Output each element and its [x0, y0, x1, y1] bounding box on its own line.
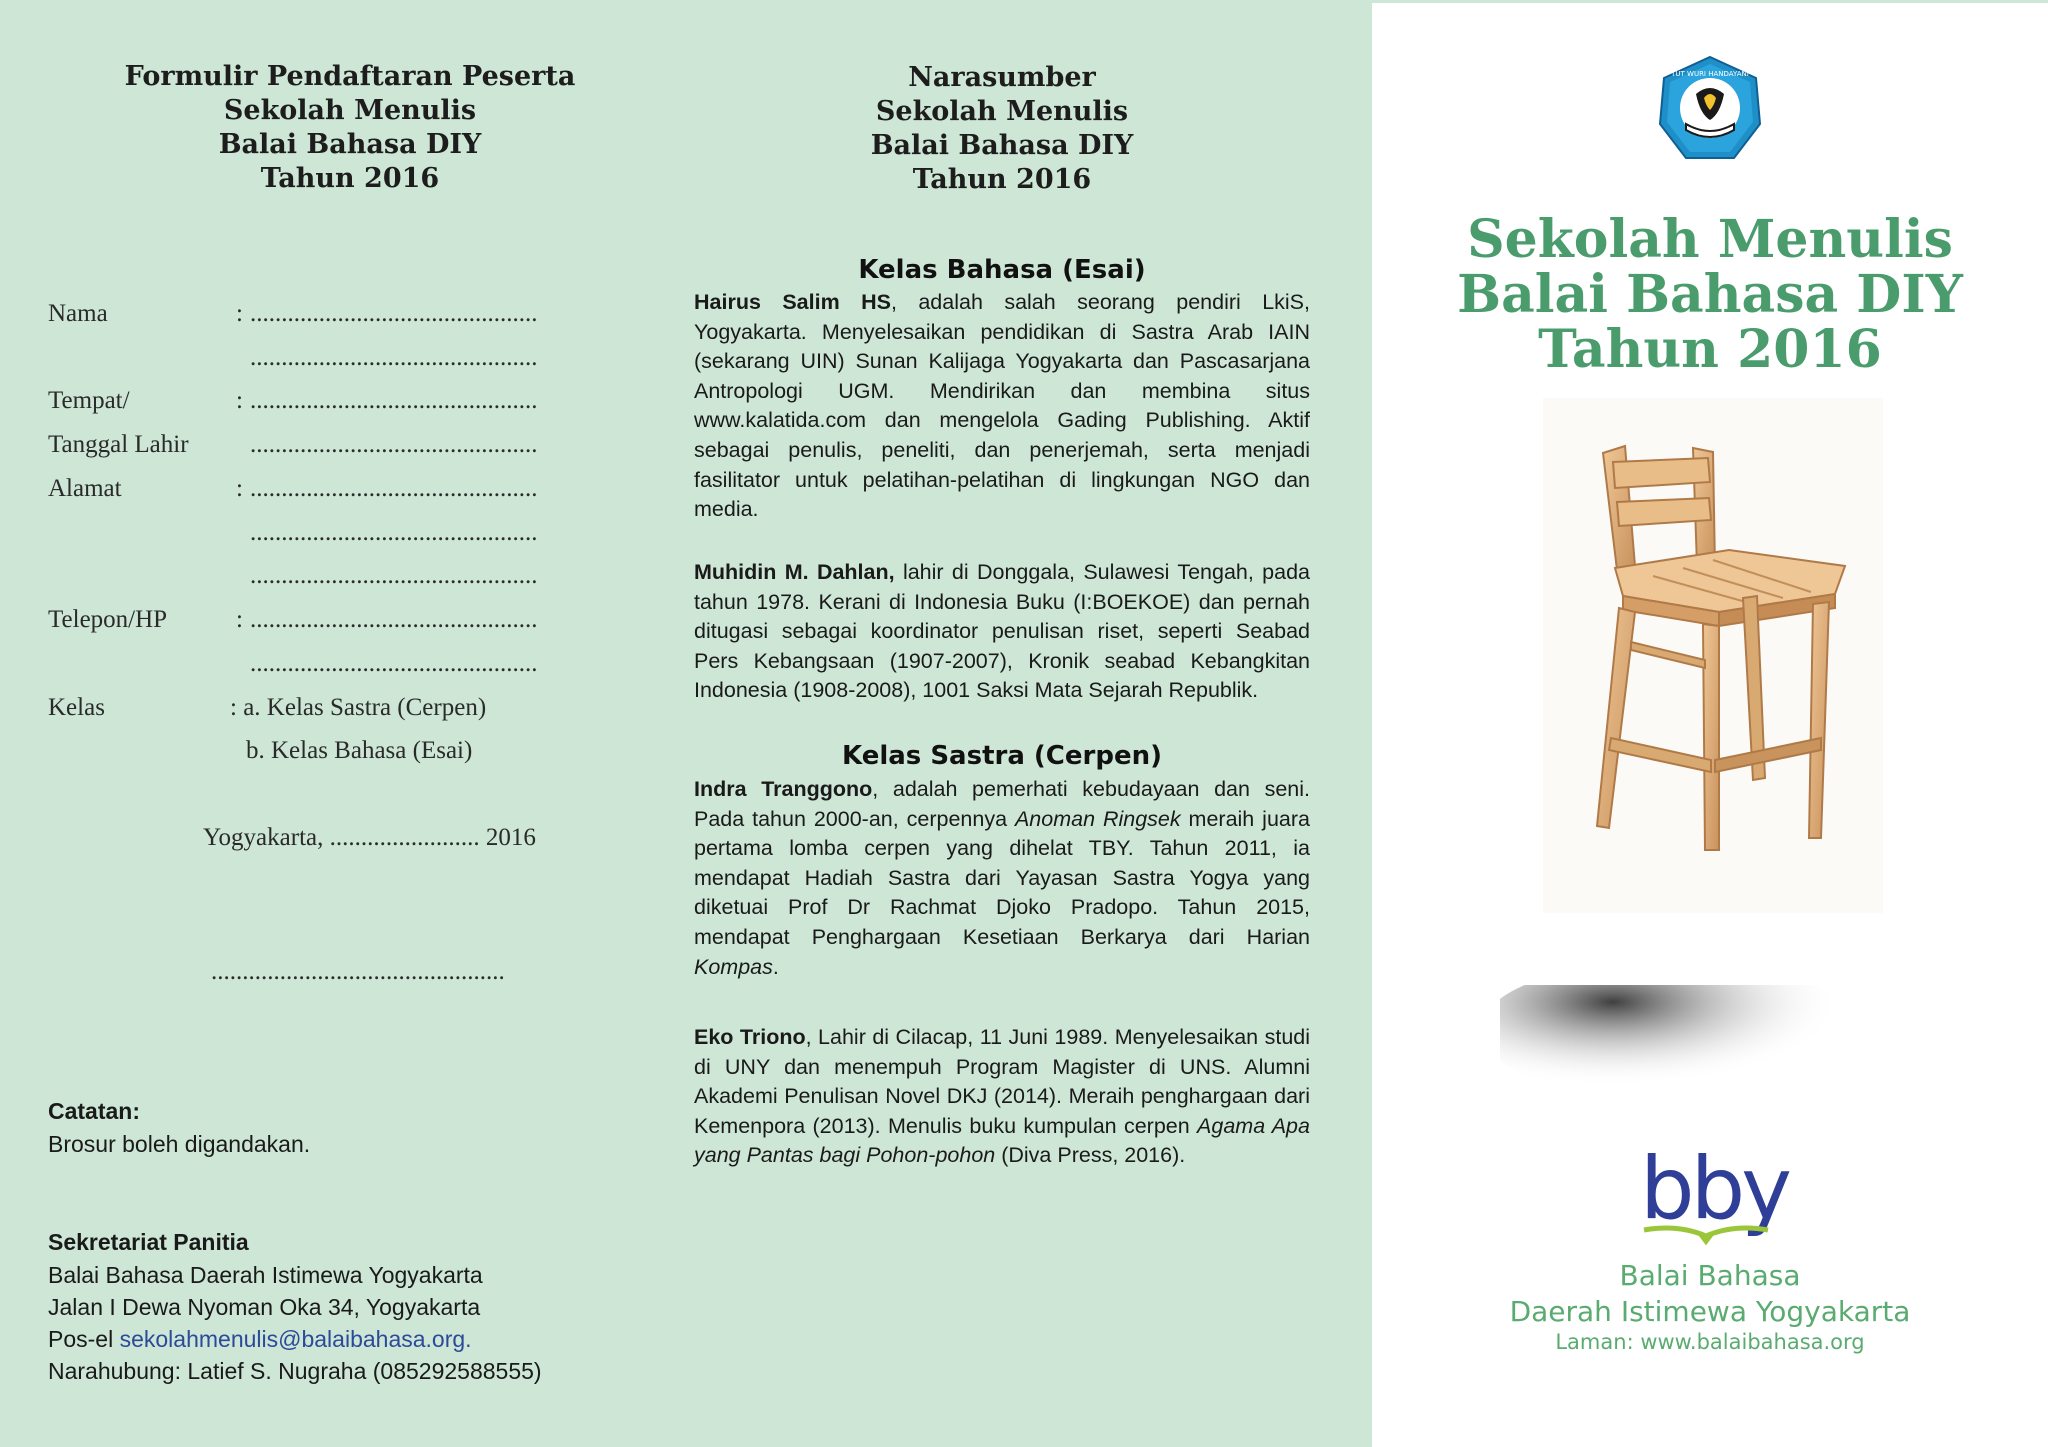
email-link[interactable]: sekolahmenulis@balaibahasa.org. — [119, 1326, 472, 1352]
cover-title-line-3: Tahun 2016 — [1538, 319, 1882, 380]
tempat-input-line[interactable]: .............................................. — [250, 387, 538, 414]
bio-eko — [694, 1023, 1310, 1171]
bio-indra — [694, 775, 1310, 982]
colon-tempat: : — [236, 387, 243, 414]
telepon-input-line-1[interactable]: .............................................. — [250, 606, 538, 633]
indra-name: Indra Tranggono — [694, 777, 873, 801]
eko-text-2: (Diva Press, 2016). — [995, 1143, 1186, 1168]
field-label-alamat: Alamat — [48, 475, 122, 502]
sekretariat-label: Sekretariat Panitia — [48, 1229, 249, 1255]
telepon-input-line-2[interactable]: .............................................. — [250, 650, 538, 677]
cover-title — [1372, 209, 2048, 380]
alamat-input-line-2[interactable]: .............................................. — [250, 519, 538, 546]
muhidin-text: lahir di Donggala, Sulawesi Tengah, pada tahun 1978. Kerani di Indonesia Buku (I:BOEKOE) dan pernah ditugasi sebagai koordinator penulisan riset, seperti Seabad Pers Kebangsaan (1907-2007), Kronik seabad Kebangkitan Indonesia (1908-2008), 1001 Saksi Mata Sejarah Republik. — [694, 560, 1311, 703]
sekretariat-line-2: Jalan I Dewa Nyoman Oka 34, Yogyakarta — [48, 1294, 481, 1320]
colon-alamat: : — [236, 475, 243, 502]
org-line-1: Balai Bahasa — [1619, 1259, 1801, 1292]
esai-heading: Kelas Bahasa (Esai) — [858, 255, 1146, 285]
field-label-tempat: Tempat/ — [48, 387, 130, 414]
org-line-2: Daerah Istimewa Yogyakarta — [1509, 1295, 1911, 1328]
website-link[interactable]: Laman: www.balaibahasa.org — [1555, 1330, 1865, 1354]
bby-logo — [1638, 1150, 1798, 1250]
cover-title-line-1: Sekolah Menulis — [1467, 209, 1953, 270]
field-label-kelas: Kelas — [48, 694, 105, 721]
speakers-title-line-2: Sekolah Menulis — [875, 96, 1129, 127]
form-title-line-4: Tahun 2016 — [260, 163, 440, 194]
field-label-nama: Nama — [48, 300, 108, 327]
hairus-text: , adalah salah seorang pendiri LkiS, Yogyakarta. Menyelesaikan pendidikan di Sastra Arab IAIN (sekarang UIN) Sunan Kalijaga Yogyakarta dan Pascasarjana Antropologi UGM. Mendirikan dan membina situs www.kalatida.com dan mengelola Gading Publishing. Aktif sebagai penulis, peneliti, dan penerjemah, serta menjadi fasilitator untuk pelatihan-pelatihan di lingkungan NGO dan media. — [694, 290, 1310, 522]
form-title-line-2: Sekolah Menulis — [223, 95, 477, 126]
chair-shadow — [1500, 985, 1910, 1125]
colon-nama: : — [236, 300, 243, 327]
kelas-option-sastra[interactable]: : a. Kelas Sastra (Cerpen) — [230, 694, 487, 721]
bby-logo-text: bby — [1640, 1150, 1789, 1239]
eko-italic: Agama Apa yang Pantas bagi Pohon-pohon — [694, 1113, 1310, 1168]
speakers-title — [702, 61, 1302, 197]
place-date: Yogyakarta, ........................ 2016 — [203, 824, 536, 851]
indra-italic-2: Kompas — [694, 954, 773, 979]
eko-text-1: , Lahir di Cilacap, 11 Juni 1989. Menyelesaikan studi di UNY dan menempuh Program Magister di UNS. Alumni Akademi Penulisan Novel DKJ (2014). Meraih penghargaan dari Kemenpora (2013). Menulis buku kumpulan cerpen — [694, 1025, 1311, 1138]
speakers-title-line-1: Narasumber — [908, 62, 1096, 93]
catatan-text: Brosur boleh digandakan. — [48, 1131, 311, 1157]
alamat-input-line-1[interactable]: .............................................. — [250, 475, 538, 502]
sekretariat-email-row — [48, 1323, 472, 1355]
speakers-title-line-4: Tahun 2016 — [912, 164, 1092, 195]
eko-name: Eko Triono — [694, 1025, 806, 1049]
colon-telepon: : — [236, 606, 243, 633]
cerpen-heading: Kelas Sastra (Cerpen) — [842, 741, 1162, 771]
muhidin-name: Muhidin M. Dahlan, — [694, 560, 895, 584]
bio-hairus — [694, 288, 1310, 525]
form-title-line-3: Balai Bahasa DIY — [218, 129, 482, 160]
nama-input-line-1[interactable]: .............................................. — [250, 300, 538, 327]
sekretariat-line-1: Balai Bahasa Daerah Istimewa Yogyakarta — [48, 1262, 483, 1288]
form-title-line-1: Formulir Pendaftaran Peserta — [124, 61, 576, 92]
indra-text-2: meraih juara pertama lomba cerpen yang dihelat TBY. Tahun 2011, ia mendapat Hadiah Sastra dari Yayasan Sastra Yogya yang diketuai Prof Dr Rachmat Djoko Pradopo. Tahun 2015, mendapat Penghargaan Kesetiaan Berkarya dari Harian — [694, 806, 1310, 949]
alamat-input-line-3[interactable]: .............................................. — [250, 562, 538, 589]
tut-wuri-handayani-emblem — [1656, 54, 1764, 164]
contact-person: Narahubung: Latief S. Nugraha (085292588555) — [48, 1358, 542, 1384]
indra-italic-1: Anoman Ringsek — [1014, 806, 1181, 831]
chair-illustration — [1543, 398, 1883, 913]
field-label-tanggal: Tanggal Lahir — [48, 431, 189, 458]
signature-line[interactable]: ............................................... — [211, 958, 505, 985]
field-label-telepon: Telepon/HP — [48, 606, 168, 633]
email-prefix: Pos-el — [48, 1326, 120, 1352]
tanggal-input-line[interactable]: .............................................. — [250, 431, 538, 458]
indra-text-3: . — [772, 954, 779, 979]
catatan-label: Catatan: — [48, 1098, 141, 1124]
nama-input-line-2[interactable]: .............................................. — [250, 344, 538, 371]
hairus-name: Hairus Salim HS — [694, 290, 891, 314]
chair-image — [1543, 398, 1883, 913]
emblem-motto: TUT WURI HANDAYANI — [1671, 70, 1749, 78]
speakers-title-line-3: Balai Bahasa DIY — [870, 130, 1134, 161]
form-title — [40, 60, 660, 196]
top-border — [1372, 0, 2048, 3]
cover-title-line-2: Balai Bahasa DIY — [1457, 264, 1963, 325]
bio-muhidin — [694, 558, 1310, 706]
kelas-option-bahasa[interactable]: b. Kelas Bahasa (Esai) — [246, 737, 473, 764]
indra-text-1: , adalah pemerhati kebudayaan dan seni. Pada tahun 2000-an, cerpennya — [694, 777, 1310, 831]
